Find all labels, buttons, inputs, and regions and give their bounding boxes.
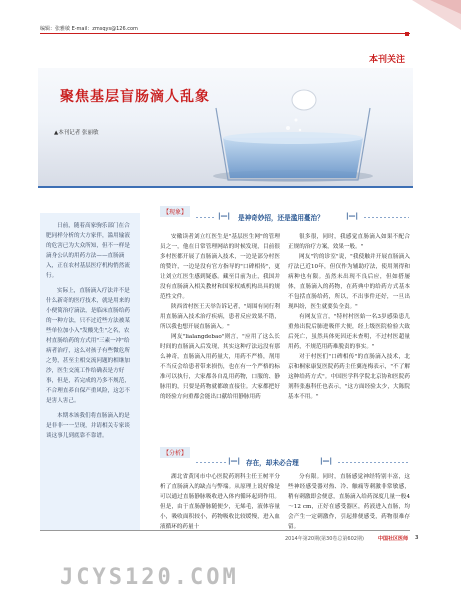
bracket-icon: |—| — [346, 212, 359, 220]
page-number: 3 — [415, 535, 419, 541]
issue-info: 2014年第20期(第30卷总第602期) — [285, 536, 364, 542]
hero-banner — [38, 68, 413, 186]
section-tag: 【分析】 — [160, 447, 190, 458]
body-paragraph: 很多很，同时，我感觉直肠滴入如果不配合正规的治疗方案，效果一般。" — [288, 234, 410, 250]
body-column-right — [288, 472, 410, 532]
header-marker — [405, 32, 409, 36]
divider-line — [196, 217, 216, 218]
body-paragraph: 分有限。同时，直肠感觉神经特别丰富，这些神经感受器对热、冷、触痛等刺激非常敏感，稍有刺激即会便意，直肠滴入给药深度几量一般4～12 cm，正好在感受器区，药液进入直肠，均会产生一定刺激作，引起排便感受，药物很难存留。 — [288, 474, 410, 530]
divider-line — [338, 462, 410, 463]
header-rule — [40, 33, 410, 34]
body-paragraph: 有网友宣言，"特村村医始一名3岁感染患儿重热出院后肺进吸伴大便，经上级医院检验大致后死亡，虽然具体死因还未查明，不过村医超量用药，不规范用药难脱责的事实。" — [288, 314, 410, 350]
section-heading: 存在，却未必合理 — [246, 459, 299, 467]
bracket-icon: |—| — [228, 457, 241, 465]
hero-divider — [38, 186, 413, 188]
intro-paragraph: 实际上，直肠滴入疗法并不是什么新奇的医疗技术，就是用来的小便简治疗滴法，是临床直肠给药的一种方法，只不过近些方法被某些单位加小入"发酸先生"之名，农村直肠给药的方式用"三素一冲"给病者治疗，这么对孩子有些微危所之势，甚至主相交流问题的相继加沙，医生交流工作给确表是方好事，但是，若完成的乃多不规范，不合理直养自保产重风险，这怎不是害人害己。 — [46, 288, 130, 404]
section-tag: 【现象】 — [160, 206, 190, 217]
section-label: 本刊关注 — [369, 55, 406, 65]
body-paragraph: 网友"钓的诊室"说，"我使触并开展直肠滴入疗法已近10年，但仅作为辅助疗法，使用剂得和病种也有限。虽然未出现不良后应，但如搭屡体，直肠滴入的药物，在药典中的给药方式基本不包括直肠给药，所以，不出事件还好，一旦出现纠纷，医生就要负全责。" — [288, 254, 410, 310]
body-column-left — [160, 232, 280, 402]
body-paragraph: 安徽读者刘立红医生是"基层医生网"的管理员之一，他在日常管理网站的时候发现，目前很多村医都开展了直肠滴入技术，一边是部分村医的赞许，一边是没有官方指导的"口碑相传"，更让刘立红医生感到疑惑。藏至目前为止，我国并没有直肠滴入相关教材和国家权威机构出具的规范性文件。 — [160, 234, 280, 300]
body-column-left — [160, 472, 280, 532]
body-paragraph: 陕西省村医王天举告诉记者，"周围有同行利用直肠滴入技术治疗疾病，患者反应效果不错，所以我也想开展直肠滴入。" — [160, 304, 280, 330]
footer-rule — [40, 530, 410, 531]
bracket-icon: |—| — [218, 212, 231, 220]
journal-name: 中国社区医师 — [378, 536, 409, 542]
intro-sidebar — [40, 213, 140, 531]
body-paragraph: 网友"lialangdebao"则言，"应用了这么长时间的直肠滴入后发现，其实这种疗法远没有那么神奇，直肠滴入用药量大，用药不严格，剂用不当反会给患者带来损伤，也在有一个严格的标准可以执行，大家都各自乱用药物，口服的、静脉用的，只要是药物就都敢直接往。大家都把好的经验方向重都会能出口献给用静脉用药 — [160, 334, 280, 400]
divider-line — [364, 217, 409, 218]
divider-line — [196, 462, 226, 463]
article-author: ▲本刊记者 张丽敏 — [54, 130, 99, 136]
watermark: JCYS120.COM — [60, 565, 239, 590]
body-paragraph: 湖北省黄冈市中心医院药剂科主任王树平分析了直肠滴入的缺点与弊端。从原理上说好像是可以通过直肠静脉吸收进入体内循环起到作用。但是，由于直肠静脉随便少，无烯毛，液体容量小，吸收面积较小，药物吸收比较缓慢，进入血液循环的药量十 — [160, 474, 280, 530]
header-editor-info: 编辑：张雅敏 E-mail：zmsqys@126.com — [40, 26, 138, 32]
intro-paragraph: 日前，随着高家驹乐部门在合肥同样分析的大方家伴，滥用输液的危害已为大众所知，但不一样是滴身公认的用药方法——直肠滴入，正在农村基层医疗机构悄然流行。 — [46, 223, 130, 279]
intro-paragraph: 本期本该我们将直肠滴入的是是非非一一呈现，并请相关专家谈谈这事儿到底靠不靠谱。 — [46, 413, 130, 439]
bracket-icon: |—| — [320, 457, 333, 465]
article-title: 聚焦基层盲肠滴人乱象 — [60, 89, 210, 105]
body-column-right — [288, 232, 410, 402]
section-heading: 是神奇妙招，还是滥用蔓治？ — [238, 214, 324, 222]
body-paragraph: 对于村医们"口碑相传"的直肠滴入技术，北京和桐家康复医院药药主任翼连梅表示，"不了解这种给药方式"。中国医学科学院北京协和医院药剂科张惠科任也表示，"这方面经验太少，大陈院基本不用。" — [288, 354, 410, 400]
